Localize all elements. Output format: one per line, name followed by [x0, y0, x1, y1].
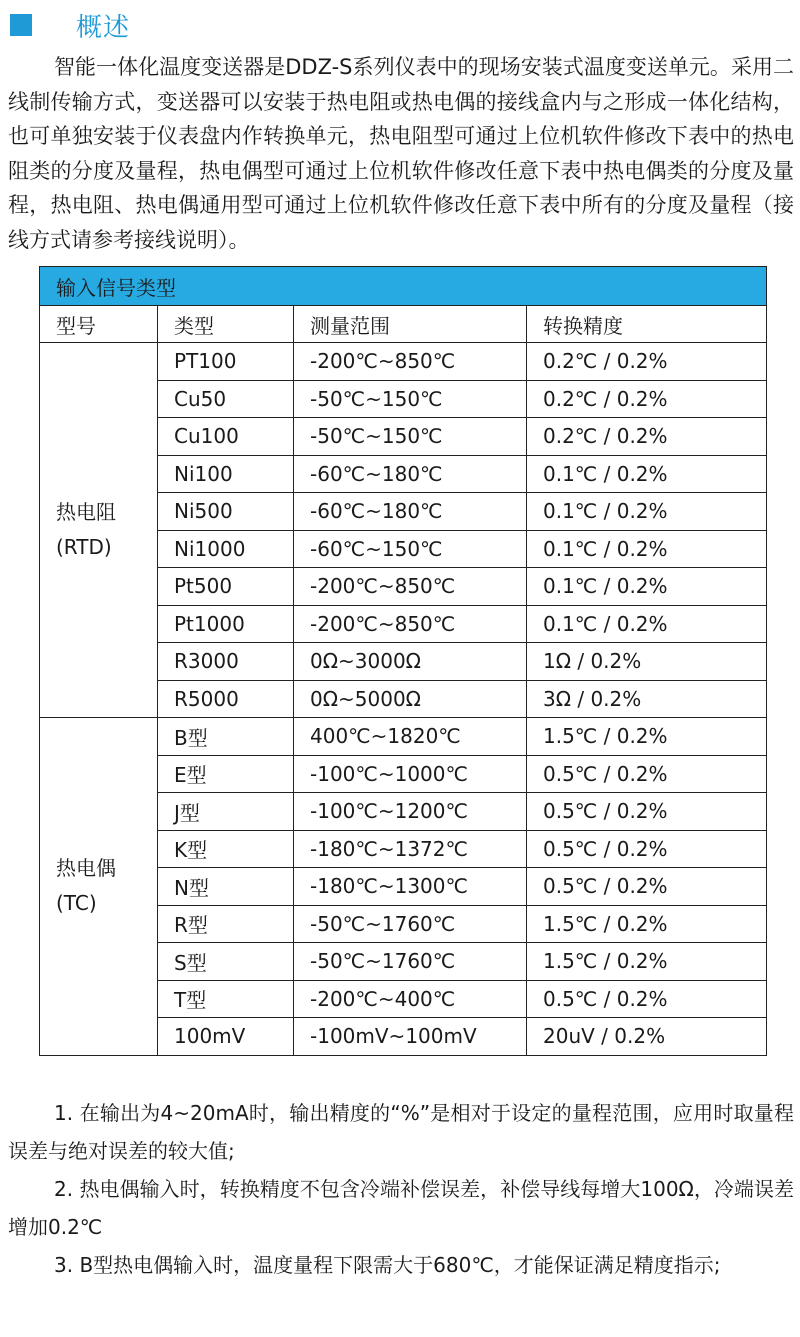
- section-heading: [10, 8, 130, 42]
- accuracy-cell: 0.1℃ / 0.2%: [527, 568, 767, 606]
- type-cell: Cu100: [158, 418, 294, 456]
- accuracy-cell: 0.5℃ / 0.2%: [527, 980, 767, 1018]
- accuracy-cell: 0.2℃ / 0.2%: [527, 343, 767, 381]
- accuracy-cell: 0.2℃ / 0.2%: [527, 418, 767, 456]
- type-cell: K型: [158, 830, 294, 868]
- type-cell: R型: [158, 905, 294, 943]
- accuracy-cell: 1.5℃ / 0.2%: [527, 718, 767, 756]
- type-cell: R5000: [158, 680, 294, 718]
- range-cell: -100℃~1000℃: [294, 755, 527, 793]
- type-cell: R3000: [158, 643, 294, 681]
- notes: [8, 1094, 794, 1284]
- range-cell: -200℃~850℃: [294, 568, 527, 606]
- accuracy-cell: 0.1℃ / 0.2%: [527, 605, 767, 643]
- range-cell: -100℃~1200℃: [294, 793, 527, 831]
- range-cell: -100mV~100mV: [294, 1018, 527, 1056]
- square-bullet-icon: [10, 14, 32, 36]
- type-cell: T型: [158, 980, 294, 1018]
- group-code: (RTD): [56, 535, 112, 559]
- group-code: (TC): [56, 891, 97, 916]
- header-type: 类型: [158, 306, 294, 343]
- type-cell: Pt1000: [158, 605, 294, 643]
- range-cell: -180℃~1300℃: [294, 868, 527, 906]
- section-title: 概述: [76, 12, 131, 43]
- accuracy-cell: 0.5℃ / 0.2%: [527, 868, 767, 906]
- range-cell: -50℃~150℃: [294, 380, 527, 418]
- group-name: 热电阻: [56, 500, 116, 524]
- accuracy-cell: 0.5℃ / 0.2%: [527, 755, 767, 793]
- accuracy-cell: 0.5℃ / 0.2%: [527, 793, 767, 831]
- type-cell: S型: [158, 943, 294, 981]
- range-cell: -50℃~1760℃: [294, 943, 527, 981]
- input-signal-table: [39, 266, 767, 1056]
- type-cell: E型: [158, 755, 294, 793]
- accuracy-cell: 1.5℃ / 0.2%: [527, 905, 767, 943]
- group-cell: [40, 718, 158, 1056]
- intro-paragraph: 智能一体化温度变送器是DDZ-S系列仪表中的现场安装式温度变送单元。采用二线制传输方式，变送器可以安装于热电阻或热电偶的接线盒内与之形成一体化结构，也可单独安装于仪表盘内作转换单元，热电阻型可通过上位机软件修改下表中的热电阻类的分度及量程，热电偶型可通过上位机软件修改任意下表中热电偶类的分度及量程，热电阻、热电偶通用型可通过上位机软件修改任意下表中所有的分度及量程（接线方式请参考接线说明）。: [8, 55, 794, 252]
- type-cell: PT100: [158, 343, 294, 381]
- range-cell: 0Ω~3000Ω: [294, 643, 527, 681]
- accuracy-cell: 0.1℃ / 0.2%: [527, 530, 767, 568]
- table-row: [40, 718, 767, 756]
- range-cell: -60℃~180℃: [294, 493, 527, 531]
- accuracy-cell: 0.2℃ / 0.2%: [527, 380, 767, 418]
- type-cell: Cu50: [158, 380, 294, 418]
- accuracy-cell: 3Ω / 0.2%: [527, 680, 767, 718]
- type-cell: J型: [158, 793, 294, 831]
- range-cell: -50℃~1760℃: [294, 905, 527, 943]
- note-item: 3. B型热电偶输入时，温度量程下限需大于680℃，才能保证满足精度指示;: [54, 1253, 721, 1277]
- type-cell: Pt500: [158, 568, 294, 606]
- range-cell: -60℃~150℃: [294, 530, 527, 568]
- type-cell: 100mV: [158, 1018, 294, 1056]
- table-band-row: [40, 267, 767, 306]
- group-cell: [40, 343, 158, 718]
- header-model: 型号: [40, 306, 158, 343]
- type-cell: N型: [158, 868, 294, 906]
- table-body: [40, 343, 767, 1056]
- type-cell: Ni500: [158, 493, 294, 531]
- accuracy-cell: 0.1℃ / 0.2%: [527, 493, 767, 531]
- header-accuracy: 转换精度: [527, 306, 767, 343]
- range-cell: 0Ω~5000Ω: [294, 680, 527, 718]
- accuracy-cell: 20uV / 0.2%: [527, 1018, 767, 1056]
- range-cell: 400℃~1820℃: [294, 718, 527, 756]
- accuracy-cell: 1Ω / 0.2%: [527, 643, 767, 681]
- group-name: 热电偶: [56, 856, 116, 881]
- range-cell: -50℃~150℃: [294, 418, 527, 456]
- range-cell: -180℃~1372℃: [294, 830, 527, 868]
- header-range: 测量范围: [294, 306, 527, 343]
- type-cell: B型: [158, 718, 294, 756]
- range-cell: -200℃~850℃: [294, 343, 527, 381]
- accuracy-cell: 1.5℃ / 0.2%: [527, 943, 767, 981]
- accuracy-cell: 0.5℃ / 0.2%: [527, 830, 767, 868]
- type-cell: Ni1000: [158, 530, 294, 568]
- accuracy-cell: 0.1℃ / 0.2%: [527, 455, 767, 493]
- range-cell: -200℃~400℃: [294, 980, 527, 1018]
- note-item: 1. 在输出为4~20mA时，输出精度的“%”是相对于设定的量程范围，应用时取量程误差与绝对误差的较大值;: [8, 1101, 794, 1163]
- table-row: [40, 343, 767, 381]
- range-cell: -200℃~850℃: [294, 605, 527, 643]
- range-cell: -60℃~180℃: [294, 455, 527, 493]
- type-cell: Ni100: [158, 455, 294, 493]
- note-item: 2. 热电偶输入时，转换精度不包含冷端补偿误差，补偿导线每增大100Ω，冷端误差增加0.2℃: [8, 1177, 794, 1239]
- table-band-title: 输入信号类型: [40, 267, 767, 306]
- table-header-row: [40, 306, 767, 343]
